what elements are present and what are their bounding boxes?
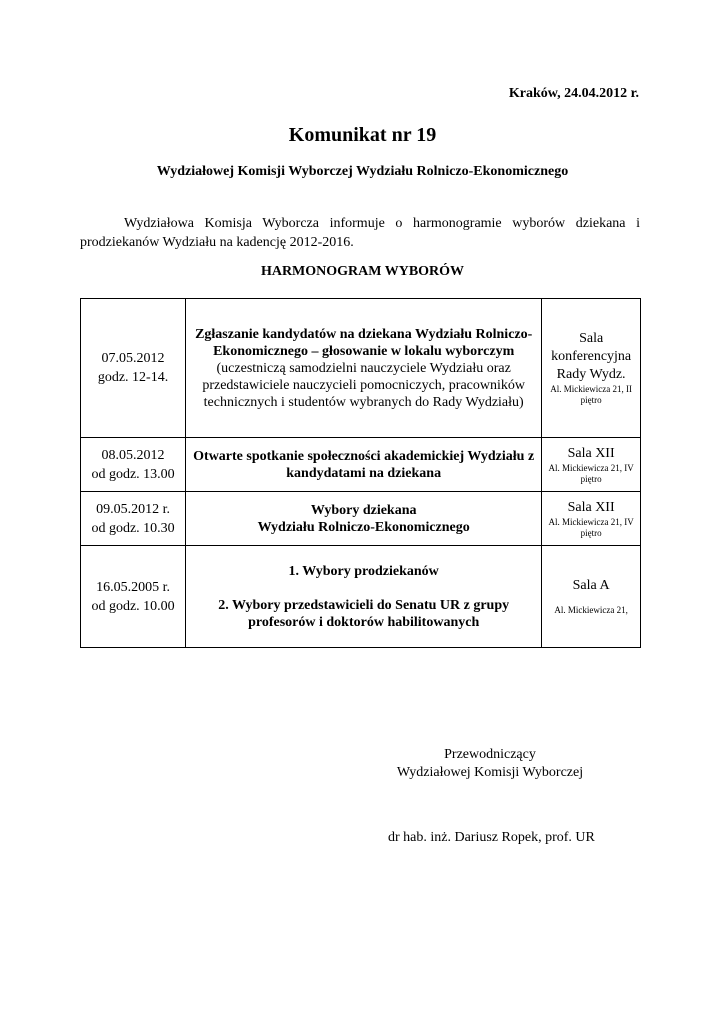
- event-description: Zgłaszanie kandydatów na dziekana Wydziału Rolniczo-Ekonomicznego – głosowanie w lokalu wyborczym: [195, 326, 533, 359]
- event-note: (uczestniczą samodzielni nauczyciele Wydziału oraz przedstawiciele nauczycieli pomocniczych, pracowników technicznych i studentów wybranych do Rady Wydziału): [202, 360, 525, 410]
- event-cell: [186, 438, 542, 492]
- room-address: Al. Mickiewicza 21, IV piętro: [548, 516, 634, 538]
- document-title: Komunikat nr 19: [288, 124, 437, 146]
- event-date: 07.05.2012: [101, 351, 165, 366]
- place-cell: [542, 299, 641, 438]
- event-cell: [186, 546, 542, 648]
- event-description-line2: Wydziału Rolniczo-Ekonomicznego: [257, 519, 470, 535]
- document-subtitle: Wydziałowej Komisji Wyborczej Wydziału Rolniczo-Ekonomicznego: [156, 164, 569, 179]
- event-date: 08.05.2012: [101, 447, 165, 463]
- event-description: Otwarte spotkanie społeczności akademickiej Wydziału z kandydatami na dziekana: [193, 448, 535, 481]
- table-row: [81, 492, 641, 546]
- event-date: 09.05.2012 r.: [96, 501, 170, 517]
- date-cell: [81, 492, 186, 546]
- schedule-table: [80, 298, 641, 648]
- date-cell: [81, 546, 186, 648]
- schedule-heading: HARMONOGRAM WYBORÓW: [260, 264, 465, 279]
- signature-role-committee: Wydziałowej Komisji Wyborczej: [396, 765, 584, 780]
- signature-block: [380, 746, 600, 782]
- place-cell: [542, 492, 641, 546]
- event-item: 2. Wybory przedstawicieli do Senatu UR z grupy profesorów i doktorów habilitowanych: [218, 597, 510, 630]
- date-cell: [81, 299, 186, 438]
- event-cell: [186, 492, 542, 546]
- event-time: godz. 12-14.: [97, 370, 169, 385]
- table-row: [81, 546, 641, 648]
- event-time: od godz. 10.00: [91, 598, 175, 614]
- place-cell: [542, 438, 641, 492]
- room-name: Sala XII: [567, 499, 615, 515]
- spacer: [190, 580, 537, 597]
- event-time: od godz. 10.30: [91, 520, 175, 536]
- intro-paragraph: Wydziałowa Komisja Wyborcza informuje o harmonogramie wyborów dziekana i prodziekanów Wydziału na kadencję 2012-2016.: [80, 216, 640, 250]
- spacer: [546, 595, 636, 605]
- room-address: Al. Mickiewicza 21, II piętro: [550, 384, 632, 405]
- event-date: 16.05.2005 r.: [96, 579, 170, 595]
- place-cell: [542, 546, 641, 648]
- event-cell: [186, 299, 542, 438]
- signature-role: Przewodniczący: [444, 747, 536, 762]
- table-row: [81, 438, 641, 492]
- room-name: Sala XII: [567, 445, 615, 461]
- signer-name: dr hab. inż. Dariusz Ropek, prof. UR: [388, 830, 595, 845]
- event-item: 1. Wybory prodziekanów: [288, 563, 439, 579]
- room-name: Sala konferencyjna Rady Wydz.: [551, 331, 632, 382]
- event-time: od godz. 13.00: [91, 466, 175, 482]
- table-row: [81, 299, 641, 438]
- date-cell: [81, 438, 186, 492]
- room-address: Al. Mickiewicza 21,: [554, 605, 628, 615]
- place-date: Kraków, 24.04.2012 r.: [508, 86, 639, 101]
- event-description: Wybory dziekana: [310, 502, 417, 518]
- room-name: Sala A: [572, 578, 610, 593]
- room-address: Al. Mickiewicza 21, IV piętro: [548, 462, 634, 484]
